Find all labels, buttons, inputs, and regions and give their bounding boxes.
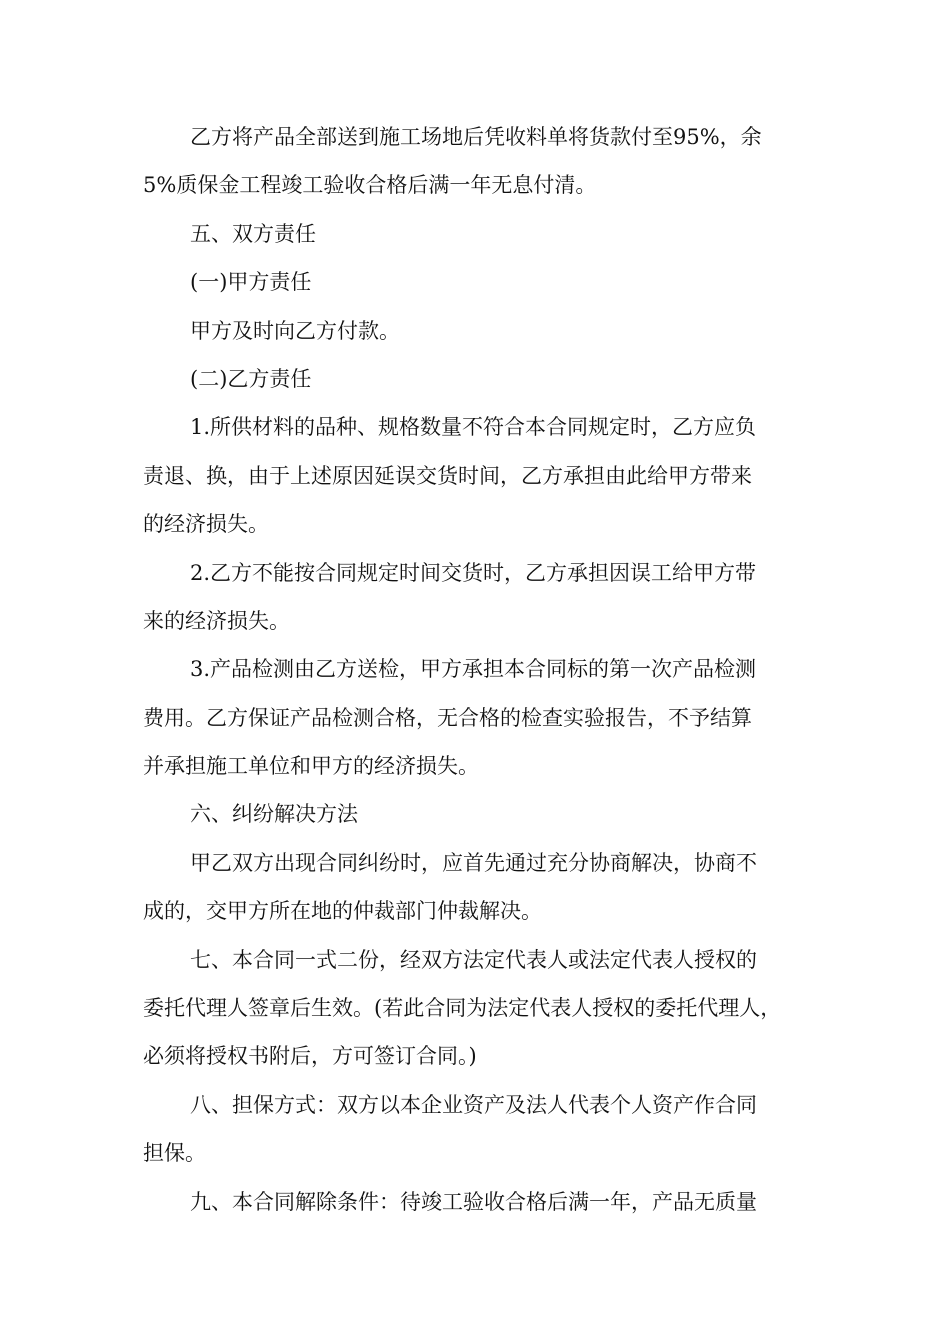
document-line: 成的，交甲方所在地的仲裁部门仲裁解决。 xyxy=(143,899,542,924)
document-line: 七、本合同一式二份，经双方法定代表人或法定代表人授权的 xyxy=(190,947,757,972)
document-line: 责退、换，由于上述原因延误交货时间，乙方承担由此给甲方带来 xyxy=(143,463,752,488)
document-line: 费用。乙方保证产品检测合格，无合格的检查实验报告，不予结算 xyxy=(143,705,752,730)
document-line: (二)乙方责任 xyxy=(190,366,312,391)
document-line: 五、双方责任 xyxy=(190,221,316,246)
document-line: 八、担保方式：双方以本企业资产及法人代表个人资产作合同 xyxy=(190,1092,757,1117)
document-line: 六、纠纷解决方法 xyxy=(190,802,358,827)
document-line: 5%质保金工程竣工验收合格后满一年无息付清。 xyxy=(143,173,597,198)
document-line: 甲乙双方出现合同纠纷时，应首先通过充分协商解决，协商不 xyxy=(190,850,757,875)
document-body xyxy=(143,113,813,1226)
document-line: 乙方将产品全部送到施工场地后凭收料单将货款付至95%，余 xyxy=(190,125,762,149)
document-line: 3.产品检测由乙方送检，甲方承担本合同标的第一次产品检测 xyxy=(190,657,757,682)
document-line: 的经济损失。 xyxy=(143,512,269,537)
document-line: 2.乙方不能按合同规定时间交货时，乙方承担因误工给甲方带 xyxy=(190,560,757,585)
document-line: 1.所供材料的品种、规格数量不符合本合同规定时，乙方应负 xyxy=(190,415,757,440)
document-line: 来的经济损失。 xyxy=(143,608,290,633)
document-line: (一)甲方责任 xyxy=(190,270,312,295)
document-line: 委托代理人签章后生效。(若此合同为法定代表人授权的委托代理人， xyxy=(143,996,782,1021)
document-line: 必须将授权书附后，方可签订合同。) xyxy=(143,1044,477,1069)
document-line: 担保。 xyxy=(143,1141,206,1166)
document-line: 甲方及时向乙方付款。 xyxy=(190,318,400,343)
document-line: 并承担施工单位和甲方的经济损失。 xyxy=(143,754,479,779)
document-line: 九、本合同解除条件：待竣工验收合格后满一年，产品无质量 xyxy=(190,1189,757,1214)
